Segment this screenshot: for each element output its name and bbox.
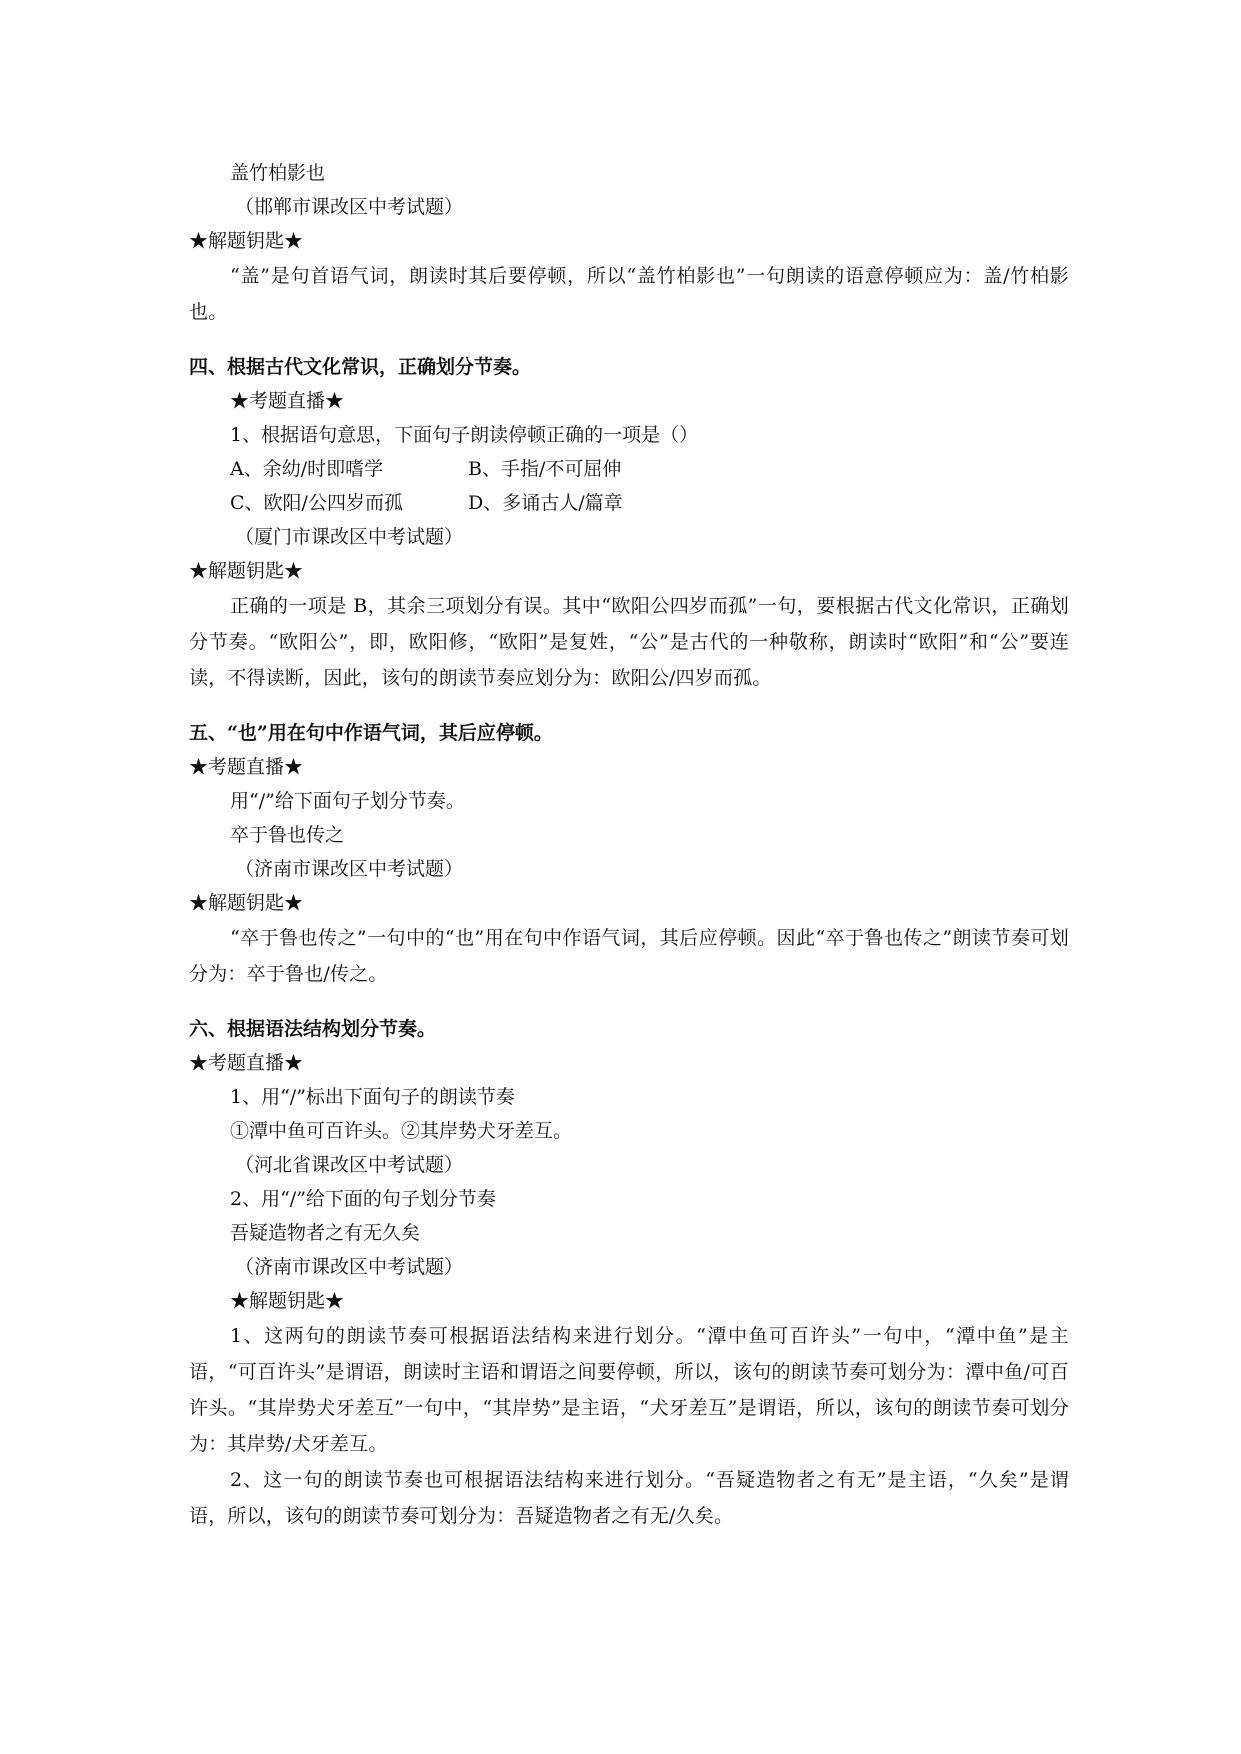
key-heading: ★解题钥匙★	[189, 230, 304, 252]
section-heading-5: 五、“也”用在句中作语气词，其后应停顿。	[189, 722, 553, 744]
question-line: 2、用“/”给下面的句子划分节奏	[230, 1188, 496, 1210]
instruction-line: 用“/”给下面句子划分节奏。	[230, 790, 465, 812]
key-heading: ★解题钥匙★	[189, 560, 304, 582]
exam-live-heading: ★考题直播★	[230, 390, 345, 412]
quote-line: 盖竹柏影也	[230, 162, 326, 184]
answer-paragraph: 1、这两句的朗读节奏可根据语法结构来进行划分。“潭中鱼可百许头”一句中，“潭中鱼”是主语，“可百许头”是谓语，朗读时主语和谓语之间要停顿，所以，该句的朗读节奏可划分为：潭中鱼/可百许头。“其岸势犬牙差互”一句中，“其岸势”是主语，“犬牙差互”是谓语，所以，该句的朗读节奏可划分为：其岸势/犬牙差互。	[189, 1325, 1069, 1455]
question-line: 1、用“/”标出下面句子的朗读节奏	[230, 1086, 515, 1108]
document-body	[189, 156, 1069, 1534]
source-line: （邯郸市课改区中考试题）	[235, 196, 464, 218]
answer-paragraph: 正确的一项是 B，其余三项划分有误。其中“欧阳公四岁而孤”一句，要根据古代文化常识，正确划分节奏。“欧阳公”，即，欧阳修，“欧阳”是复姓，“公”是古代的一种敬称，朗读时“欧阳”和“公”要连读，不得读断，因此，该句的朗读节奏应划分为：欧阳公/四岁而孤。	[189, 595, 1069, 689]
exam-live-heading: ★考题直播★	[189, 756, 304, 778]
source-line: （济南市课改区中考试题）	[235, 1256, 464, 1278]
answer-paragraph: “盖”是句首语气词，朗读时其后要停顿，所以“盖竹柏影也”一句朗读的语意停顿应为：盖/竹柏影也。	[189, 265, 1069, 323]
option-b: B、手指/不可屈伸	[468, 458, 622, 480]
section-heading-4: 四、根据古代文化常识，正确划分节奏。	[189, 356, 532, 378]
question-text: 吾疑造物者之有无久矣	[230, 1222, 421, 1244]
question-line: 1、根据语句意思，下面句子朗读停顿正确的一项是（）	[230, 424, 699, 446]
key-heading: ★解题钥匙★	[230, 1290, 345, 1312]
exam-live-heading: ★考题直播★	[189, 1052, 304, 1074]
source-line: （河北省课改区中考试题）	[235, 1154, 464, 1176]
option-c: C、欧阳/公四岁而孤	[230, 492, 403, 514]
source-line: （厦门市课改区中考试题）	[235, 526, 464, 548]
answer-paragraph: 2、这一句的朗读节奏也可根据语法结构来进行划分。“吾疑造物者之有无”是主语，“久矣”是谓语，所以，该句的朗读节奏可划分为：吾疑造物者之有无/久矣。	[189, 1469, 1069, 1527]
question-text: ①潭中鱼可百许头。②其岸势犬牙差互。	[230, 1120, 573, 1142]
source-line: （济南市课改区中考试题）	[235, 858, 464, 880]
quote-line: 卒于鲁也传之	[230, 824, 345, 846]
answer-paragraph: “卒于鲁也传之”一句中的“也”用在句中作语气词，其后应停顿。因此“卒于鲁也传之”朗读节奏可划分为：卒于鲁也/传之。	[189, 927, 1069, 985]
key-heading: ★解题钥匙★	[189, 892, 304, 914]
options-row-2	[189, 486, 1069, 520]
option-d: D、多诵古人/篇章	[468, 492, 623, 514]
section-heading-6: 六、根据语法结构划分节奏。	[189, 1018, 437, 1040]
options-row-1	[189, 452, 1069, 486]
option-a: A、余幼/时即嗜学	[230, 458, 384, 480]
